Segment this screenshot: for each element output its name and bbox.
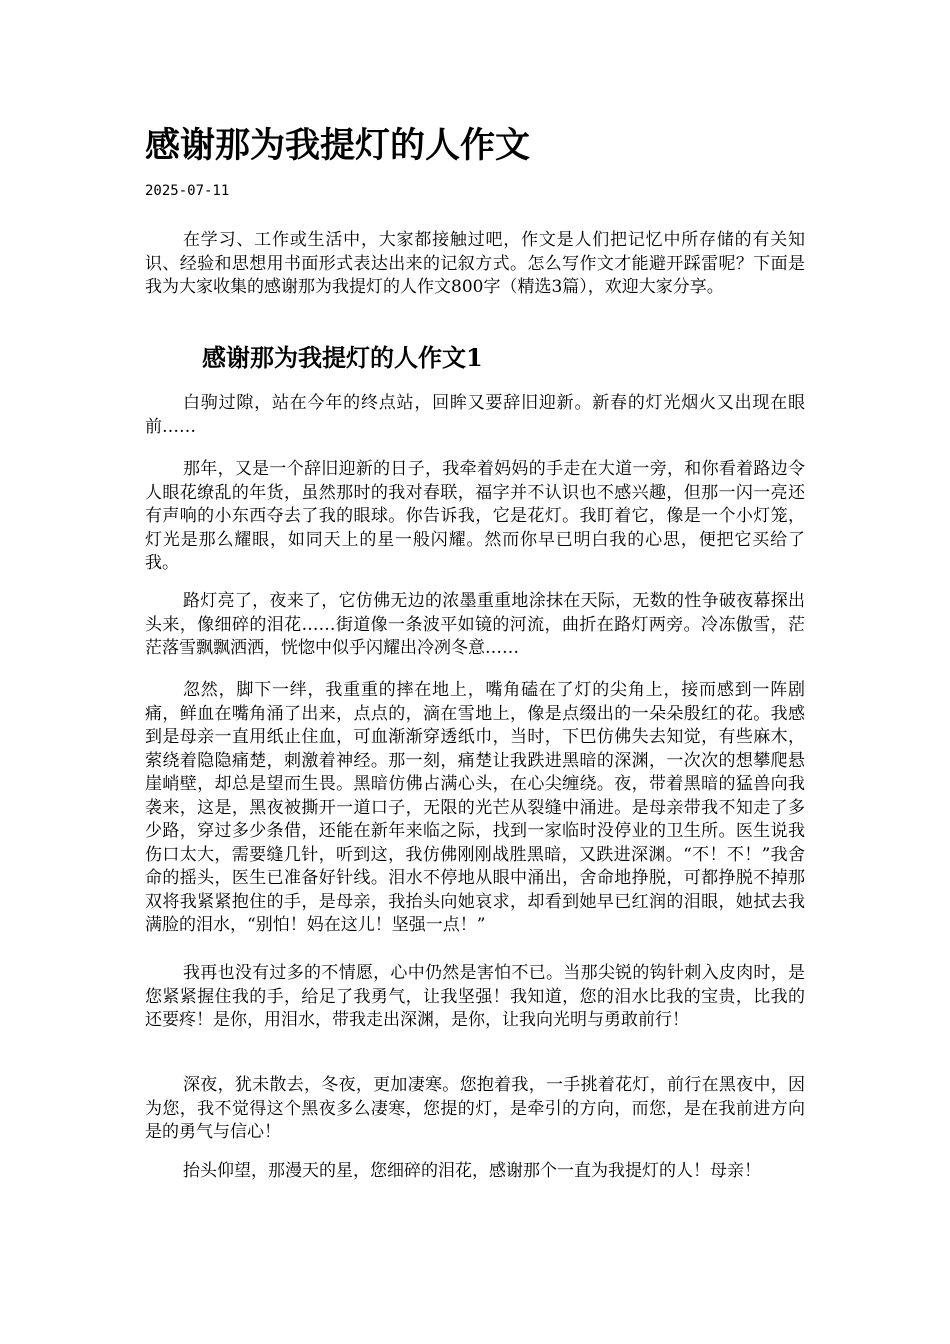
document-title: 感谢那为我提灯的人作文 <box>145 125 531 166</box>
body-paragraph-5: 我再也没有过多的不情愿，心中仍然是害怕不已。当那尖锐的钩针刺入皮肉时，是您紧紧握住我的手，给足了我勇气，让我坚强！我知道，您的泪水比我的宝贵，比我的还要疼！是你，用泪水，带我走出深渊，是你，让我向光明与勇敢前行！ <box>145 963 805 1030</box>
body-paragraph-1: 白驹过隙，站在今年的终点站，回眸又要辞旧迎新。新春的灯光烟火又出现在眼前…… <box>145 393 805 437</box>
publish-date: 2025-07-11 <box>145 183 230 199</box>
body-paragraph-7: 抬头仰望，那漫天的星，您细碎的泪花，感谢那个一直为我提灯的人！母亲！ <box>183 1161 761 1181</box>
body-paragraph-2: 那年，又是一个辞旧迎新的日子，我牵着妈妈的手走在大道一旁，和你看着路边令人眼花缭乱的年货，虽然那时的我对春联，福字并不认识也不感兴趣，但那一闪一亮还有声响的小东西夺去了我的眼球。你告诉我，它是花灯。我盯着它，像是一个小灯笼，灯光是那么耀眼，如同天上的星一般闪耀。然而你早已明白我的心思，便把它买给了我。 <box>145 459 805 573</box>
body-paragraph-3: 路灯亮了，夜来了，它仿佛无边的浓墨重重地涂抹在天际，无数的性争破夜幕探出头来，像细碎的泪花……街道像一条波平如镜的河流，曲折在路灯两旁。冷冻傲雪，茫茫落雪飘飘洒洒，恍惚中似乎闪耀出冷冽冬意…… <box>145 591 805 658</box>
section-heading: 感谢那为我提灯的人作文1 <box>202 343 483 372</box>
intro-paragraph: 在学习、工作或生活中，大家都接触过吧，作文是人们把记忆中所存储的有关知识、经验和思想用书面形式表达出来的记叙方式。怎么写作文才能避开踩雷呢？下面是我为大家收集的感谢那为我提灯的人作文800字（精选3篇），欢迎大家分享。 <box>145 230 805 297</box>
body-paragraph-6: 深夜，犹未散去，冬夜，更加凄寒。您抱着我，一手挑着花灯，前行在黑夜中，因为您，我不觉得这个黑夜多么凄寒，您提的灯，是牵引的方向，而您，是在我前进方向是的勇气与信心！ <box>145 1075 805 1142</box>
body-paragraph-4: 忽然，脚下一绊，我重重的摔在地上，嘴角磕在了灯的尖角上，接而感到一阵剧痛，鲜血在嘴角涌了出来，点点的，滴在雪地上，像是点缀出的一朵朵殷红的花。我感到是母亲一直用纸止住血，可血渐渐穿透纸巾，当时，下巴仿佛失去知觉，有些麻木，萦绕着隐隐痛楚，刺激着神经。那一刻，痛楚让我跌进黑暗的深渊，一次次的想攀爬悬崖峭壁，却总是望而生畏。黑暗仿佛占满心头，在心尖缠绕。夜，带着黑暗的猛兽向我袭来，这是，黑夜被撕开一道口子，无限的光芒从裂缝中涌进。是母亲带我不知走了多少路，穿过多少条借，还能在新年来临之际，找到一家临时没停业的卫生所。医生说我伤口太大，需要缝几针，听到这，我仿佛刚刚战胜黑暗，又跌进深渊。“不！不！”我舍命的摇头，医生已准备好针线。泪水不停地从眼中涌出，舍命地挣脱，可都挣脱不掉那双将我紧紧抱住的手，是母亲，我抬头向她哀求，却看到她早已红润的泪眼，她拭去我满脸的泪水，“别怕！妈在这儿！坚强一点！” <box>145 680 805 935</box>
